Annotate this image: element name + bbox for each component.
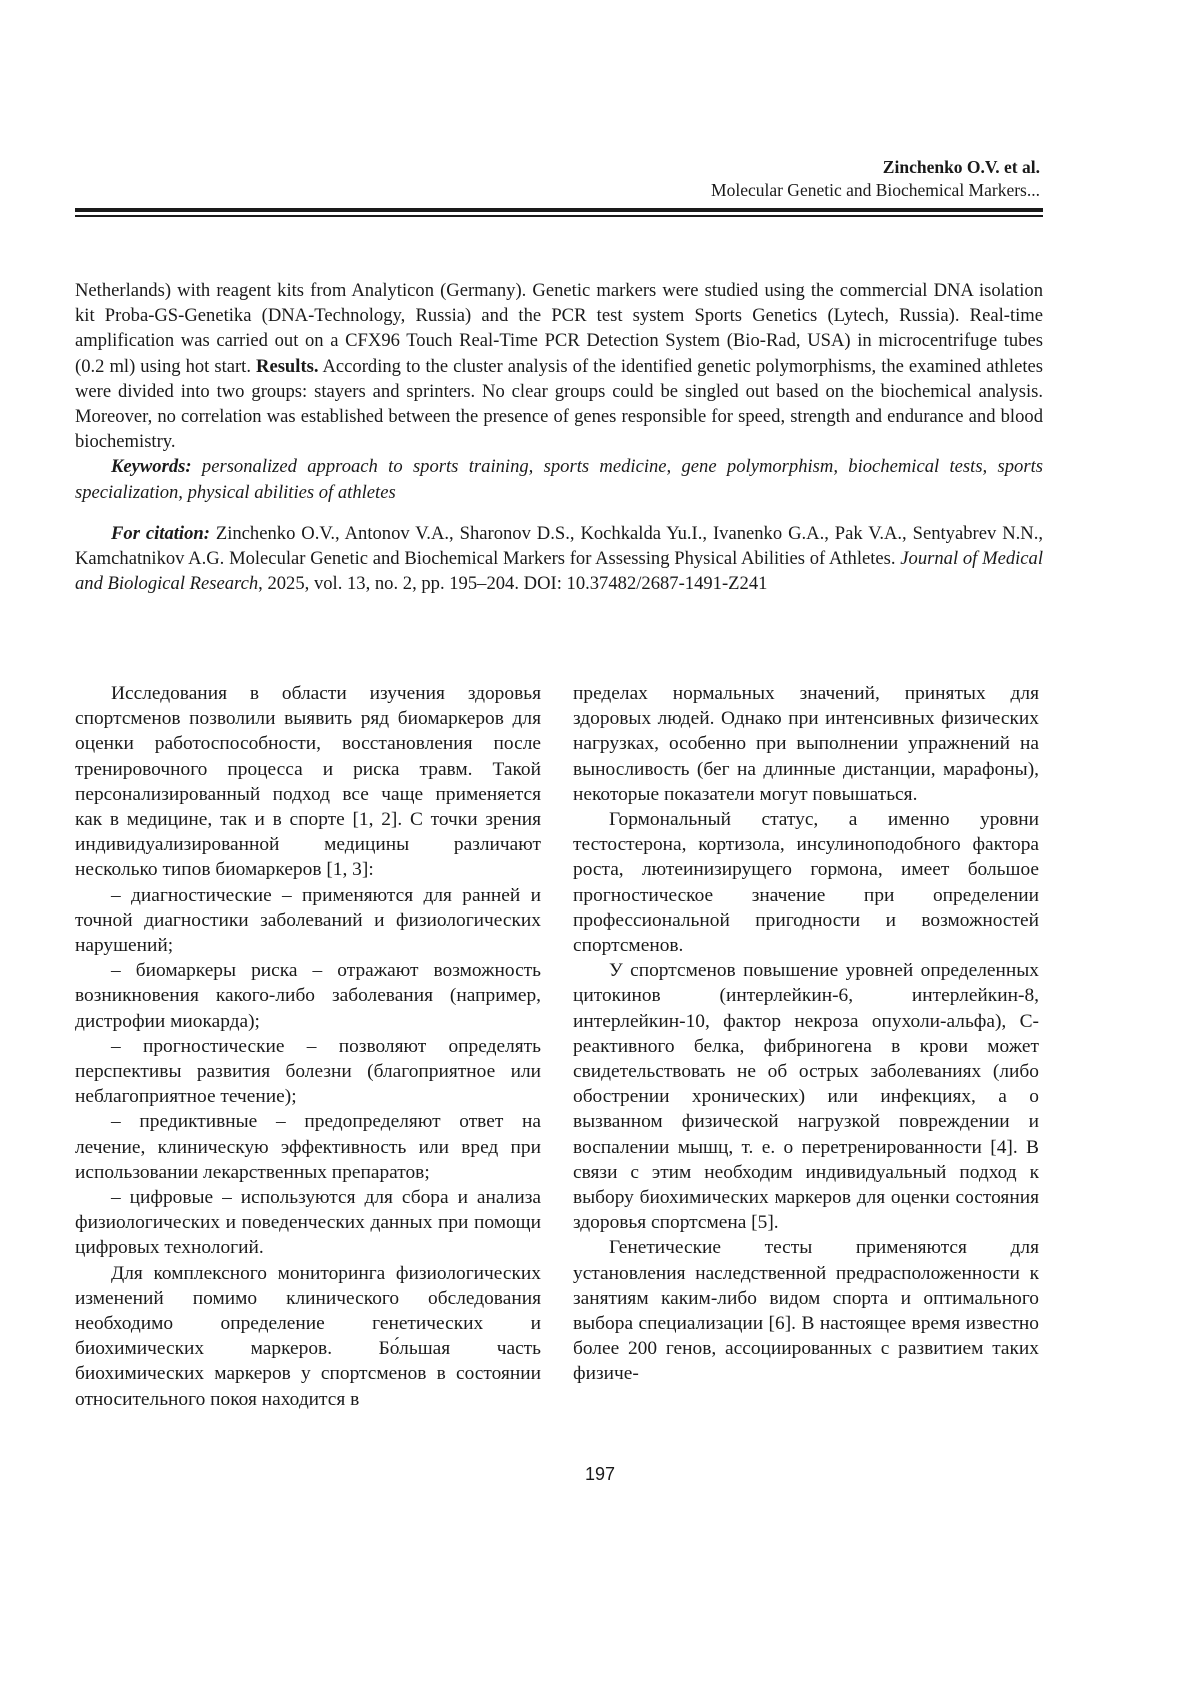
citation-text: Zinchenko O.V., Antonov V.A., Sharonov D.S., Kochkalda Yu.I., Ivanenko G.A., Pak V.A., Sentyabrev N.N., Kamchatnikov A.G. Molecular Genetic and Biochemical Markers for Assessing Physical Abilities of Athletes. — [75, 523, 1043, 569]
running-head — [711, 156, 1040, 202]
paragraph: Исследования в области изучения здоровья спортсменов позволили выявить ряд биомаркеров для оценки работоспособности, восстановления после тренировочного процесса и риска травм. Такой персонализированный подход все чаще применяется как в медицине, так и в спорте [1, 2]. С точки зрения индивидуализированной медицины различают несколько типов биомаркеров [1, 3]: — [75, 681, 541, 883]
header-rule-thin — [75, 215, 1043, 217]
running-head-title: Molecular Genetic and Biochemical Markers... — [711, 179, 1040, 202]
keywords — [75, 454, 1043, 504]
citation-details: , 2025, vol. 13, no. 2, pp. 195–204. — [258, 573, 519, 594]
paragraph: Генетические тесты применяются для установления наследственной предрасположенности к занятиям каким-либо видом спорта и оптимального выбора специализации [6]. В настоящее время известно более 200 генов, ассоциированных с развитием таких физиче- — [573, 1235, 1039, 1386]
list-item: – прогностические – позволяют определять перспективы развития болезни (благоприятное или неблагоприятное течение); — [75, 1034, 541, 1110]
citation-doi: DOI: 10.37482/2687-1491-Z241 — [524, 573, 768, 594]
body-column-left — [75, 681, 541, 1412]
list-item: – предиктивные – предопределяют ответ на лечение, клиническую эффективность или вред при использовании лекарственных препаратов; — [75, 1109, 541, 1185]
citation-journal: Journal of Medical and Biological Research — [75, 548, 1043, 594]
citation-label: For citation: — [111, 523, 210, 544]
page-number: 197 — [0, 1464, 1200, 1485]
keywords-text: personalized approach to sports training, sports medicine, gene polymorphism, biochemical tests, sports specialization, physical abilities of athletes — [75, 456, 1043, 502]
list-item: – биомаркеры риска – отражают возможность возникновения какого-либо заболевания (например, дистрофии миокарда); — [75, 958, 541, 1034]
citation — [75, 521, 1043, 597]
header-rule-thick — [75, 208, 1043, 212]
paragraph: У спортсменов повышение уровней определенных цитокинов (интерлейкин-6, интерлейкин-8, интерлейкин-10, фактор некроза опухоли-альфа), С-реактивного белка, фибриногена в крови может свидетельствовать не об острых заболеваниях (либо обострении хронических) или инфекциях, а о вызванном физической нагрузкой повреждении и воспалении мышц, т. е. о перетренированности [4]. В связи с этим необходим индивидуальный подход к выбору биохимических маркеров для оценки состояния здоровья спортсмена [5]. — [573, 958, 1039, 1235]
keywords-label: Keywords: — [111, 456, 192, 477]
abstract-part-1: Netherlands) with reagent kits from Analyticon (Germany). Genetic markers were studied using the commercial DNA isolation kit Proba-GS-Genetika (DNA-Technology, Russia) and the PCR test system Sports Genetics (Lytech, Russia). Real-time amplification was carried out on a CFX96 Touch Real-Time PCR Detection System (Bio-Rad, USA) in microcentrifuge tubes (0.2 ml) using hot start. — [75, 280, 1043, 377]
running-head-authors: Zinchenko O.V. et al. — [711, 156, 1040, 179]
body-column-right — [573, 681, 1039, 1387]
list-item: – диагностические – применяются для ранней и точной диагностики заболеваний и физиологических нарушений; — [75, 883, 541, 959]
paragraph-continued: пределах нормальных значений, принятых для здоровых людей. Однако при интенсивных физических нагрузках, особенно при выполнении упражнений на выносливость (бег на длинные дистанции, марафоны), некоторые показатели могут повышаться. — [573, 681, 1039, 807]
paragraph: Для комплексного мониторинга физиологических изменений помимо клинического обследования необходимо определение генетических и биохимических маркеров. Бо́льшая часть биохимических маркеров у спортсменов в состоянии относительного покоя находится в — [75, 1261, 541, 1412]
abstract-part-2: According to the cluster analysis of the identified genetic polymorphisms, the examined athletes were divided into two groups: stayers and sprinters. No clear groups could be singled out based on the biochemical analysis. Moreover, no correlation was established between the presence of genes responsible for speed, strength and endurance and blood biochemistry. — [75, 356, 1043, 453]
results-label: Results. — [256, 356, 319, 377]
abstract — [75, 278, 1043, 505]
paragraph: Гормональный статус, а именно уровни тестостерона, кортизола, инсулиноподобного фактора роста, лютеинизирущего гормона, имеет большое прогностическое значение при определении профессиональной пригодности и возможностей спортсменов. — [573, 807, 1039, 958]
abstract-text — [75, 278, 1043, 454]
list-item: – цифровые – используются для сбора и анализа физиологических и поведенческих данных при помощи цифровых технологий. — [75, 1185, 541, 1261]
